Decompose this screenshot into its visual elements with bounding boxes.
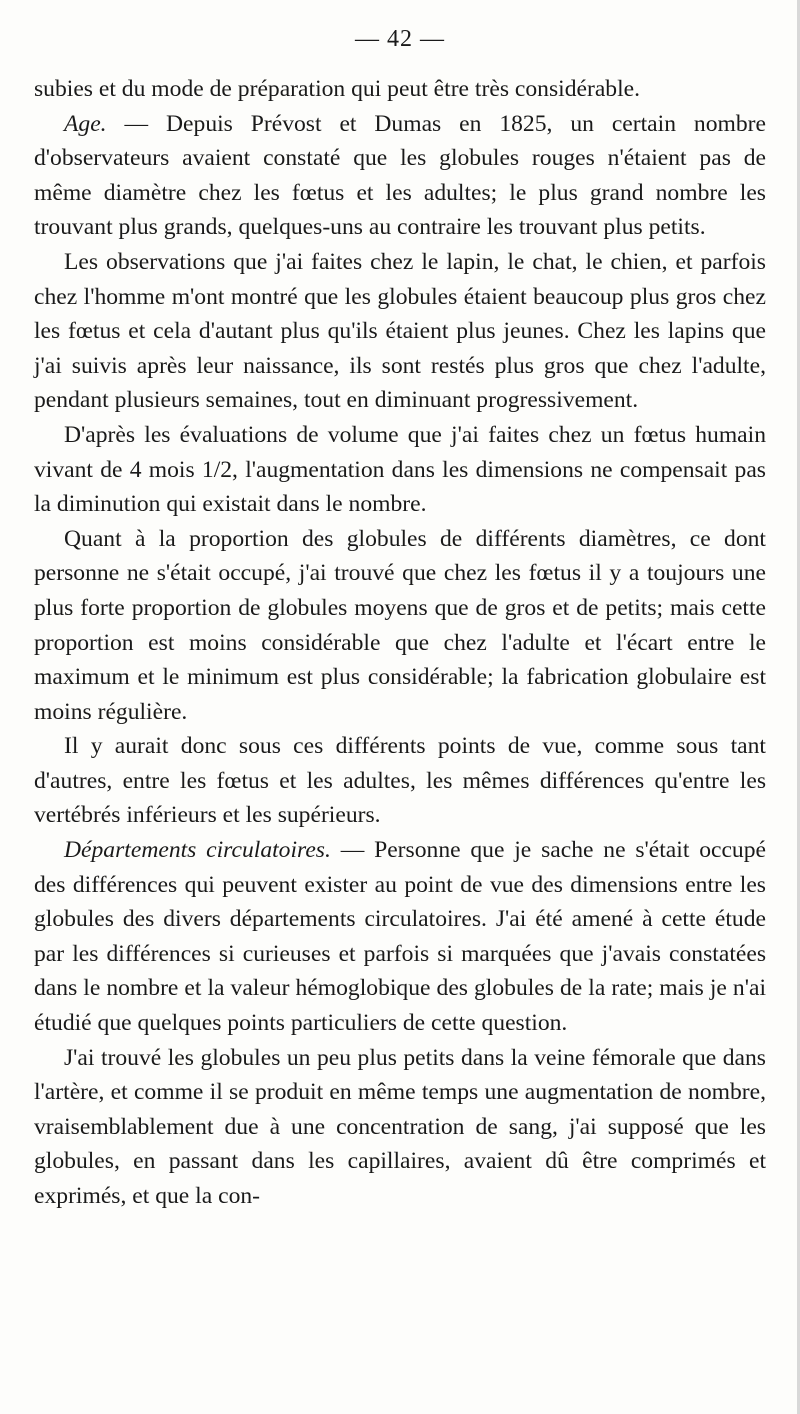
body-text — [34, 72, 766, 1214]
paragraph-1-text: subies et du mode de préparation qui peut être très considérable. — [34, 76, 641, 102]
paragraph-2 — [34, 107, 766, 245]
paragraph-3 — [34, 245, 766, 418]
paragraph-8-text: J'ai trouvé les globules un peu plus petits dans la veine fémorale que dans l'artère, et comme il se produit en même temps une augmentation de nombre, vraisemblablement due à une concentration de sang, j'ai supposé que les globules, en passant dans les capillaires, avaient dû être comprimés et exprimés, et que la con- — [34, 1044, 766, 1209]
section-lead-age: Age. — [64, 110, 107, 137]
paragraph-5 — [34, 522, 766, 730]
page-number: — 42 — — [355, 26, 445, 52]
paragraph-3-text: Les observations que j'ai faites chez le lapin, le chat, le chien, et parfois chez l'homme m'ont montré que les globules étaient beaucoup plus gros chez les fœtus et cela d'autant plus qu'ils étaient plus jeunes. Chez les lapins que j'ai suivis après leur naissance, ils sont restés plus gros que chez l'adulte, pendant plusieurs semaines, tout en diminuant progressivement. — [34, 248, 766, 414]
paragraph-8 — [34, 1041, 766, 1214]
paragraph-6 — [34, 729, 766, 833]
paragraph-6-text: Il y aurait donc sous ces différents points de vue, comme sous tant d'autres, entre les fœtus et les adultes, les mêmes différences qu'entre les vertébrés inférieurs et les supérieurs. — [34, 733, 766, 829]
paragraph-4 — [34, 418, 766, 522]
section-lead-departements: Départements circulatoires. — [64, 837, 331, 864]
paragraph-2-text: — Depuis Prévost et Dumas en 1825, un certain nombre d'observateurs avaient constaté que les globules rouges n'étaient pas de même diamètre chez les fœtus et les adultes; le plus grand nombre les trouvant plus grands, quelques-uns au contraire les trouvant plus petits. — [34, 110, 766, 241]
paragraph-1 — [34, 72, 766, 107]
paragraph-5-text: Quant à la proportion des globules de différents diamètres, ce dont personne ne s'était occupé, j'ai trouvé que chez les fœtus il y a toujours une plus forte proportion de globules moyens que de gros et de petits; mais cette proportion est moins considérable que chez l'adulte et l'écart entre le maximum et le minimum est plus considérable; la fabrication globulaire est moins régulière. — [34, 525, 766, 725]
paragraph-7-text: — Personne que je sache ne s'était occupé des différences qui peuvent exister au point de vue des dimensions entre les globules des divers départements circulatoires. J'ai été amené à cette étude par les différences si curieuses et parfois si marquées que j'avais constatées dans le nombre et la valeur hémoglobique des globules de la rate; mais je n'ai étudié que quelques points particuliers de cette question. — [34, 837, 766, 1037]
paragraph-4-text: D'après les évaluations de volume que j'ai faites chez un fœtus humain vivant de 4 mois 1/2, l'augmentation dans les dimensions ne compensait pas la diminution qui existait dans le nombre. — [34, 421, 766, 518]
paragraph-7 — [34, 833, 766, 1041]
